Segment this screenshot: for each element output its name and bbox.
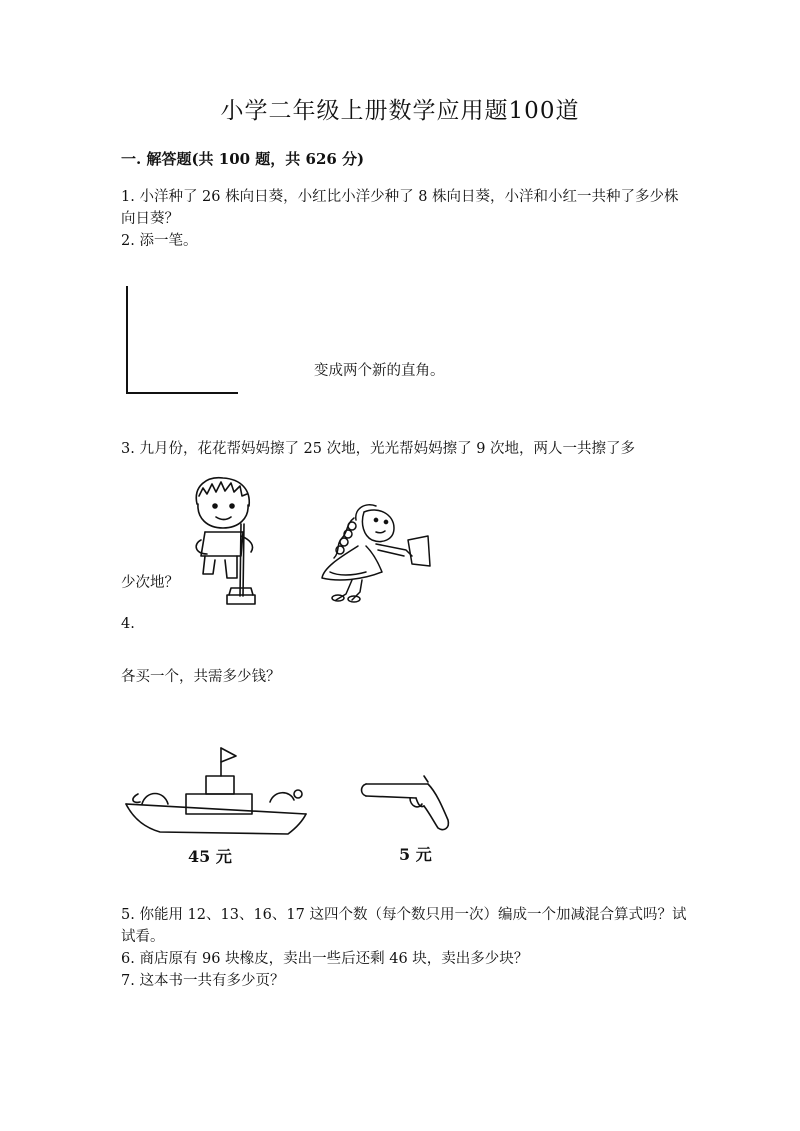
question-1: 1. 小洋种了 26 株向日葵，小红比小洋少种了 8 株向日葵，小洋和小红一共种了多少株向日葵？ (121, 189, 679, 227)
section-heading: 一. 解答题(共 100 题，共 626 分) (121, 150, 365, 168)
question-3-line-1: 3. 九月份，花花帮妈妈擦了 25 次地，光光帮妈妈擦了 9 次地，两人一共擦了多 (121, 441, 636, 457)
question-3-line-2: 少次地？ (121, 575, 179, 591)
page-title: 小学二年级上册数学应用题100道 (220, 98, 580, 124)
question-2-caption: 变成两个新的直角。 (314, 363, 445, 379)
question-6: 6. 商店原有 96 块橡皮，卖出一些后还剩 46 块，卖出多少块？ (121, 951, 529, 967)
question-5: 5. 你能用 12、13、16、17 这四个数（每个数只用一次）编成一个加减混合算式吗？试试看。 (121, 907, 687, 945)
toy-gun-illustration (358, 772, 458, 838)
toy-ship-illustration (120, 742, 310, 842)
question-4-text: 各买一个，共需多少钱？ (121, 669, 281, 685)
question-2: 2. 添一笔。 (121, 233, 198, 249)
price-gun: 5 元 (399, 845, 432, 864)
price-ship: 45 元 (188, 847, 232, 866)
question-7: 7. 这本书一共有多少页？ (121, 973, 285, 989)
question-4: 4. (121, 616, 135, 632)
right-angle-figure (120, 282, 245, 398)
